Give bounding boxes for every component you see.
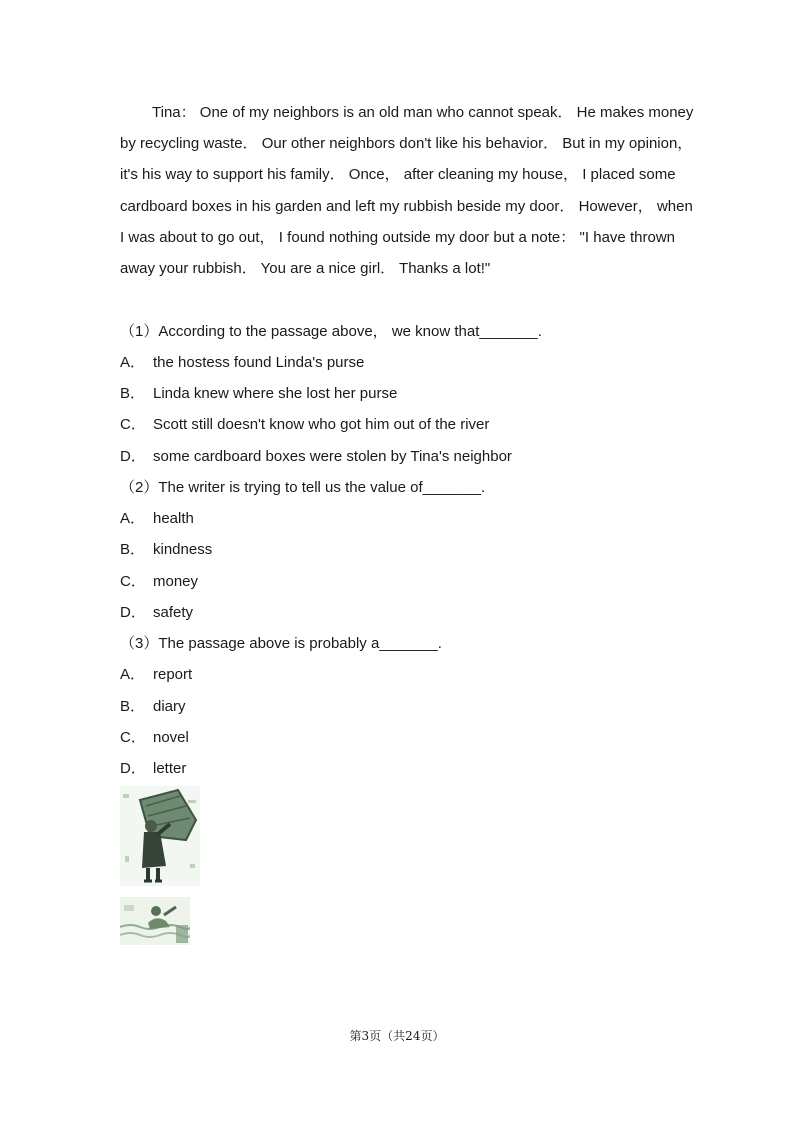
option-text: Linda knew where she lost her purse	[153, 385, 398, 402]
option-letter: A．	[120, 354, 146, 371]
option-text: some cardboard boxes were stolen by Tina's neighbor	[153, 448, 512, 465]
option-text: Scott still doesn't know who got him out of the river	[153, 416, 490, 433]
option-b	[120, 384, 397, 404]
option-text: kindness	[153, 541, 213, 558]
option-c	[120, 572, 198, 592]
option-letter: B．	[120, 385, 146, 402]
option-letter: D．	[120, 760, 146, 777]
option-d	[120, 759, 186, 779]
option-a	[120, 353, 364, 373]
option-c	[120, 415, 489, 435]
option-text: money	[153, 573, 199, 590]
river-rescue-illustration	[120, 897, 190, 945]
question-stem: （3）The passage above is probably a_______.	[120, 635, 442, 652]
option-text: novel	[153, 729, 189, 746]
option-text: diary	[153, 698, 186, 715]
option-text: health	[153, 510, 194, 527]
option-b	[120, 540, 212, 560]
option-a	[120, 665, 192, 685]
option-letter: D．	[120, 448, 146, 465]
option-d	[120, 603, 193, 623]
option-letter: C．	[120, 573, 146, 590]
page-number: 第3页（共24页）	[349, 1029, 445, 1043]
option-letter: A．	[120, 666, 146, 683]
option-letter: D．	[120, 604, 146, 621]
passage-line: away your rubbish． You are a nice girl． Thanks a lot!"	[120, 260, 491, 277]
passage-line: it's his way to support his family． Once， after cleaning my house， I placed some	[120, 166, 676, 183]
option-a	[120, 509, 194, 529]
option-d	[120, 447, 512, 467]
option-text: letter	[153, 760, 187, 777]
option-letter: C．	[120, 416, 146, 433]
option-c	[120, 728, 189, 748]
option-b	[120, 697, 186, 717]
option-text: report	[153, 666, 193, 683]
option-letter: C．	[120, 729, 146, 746]
passage-line: I was about to go out， I found nothing outside my door but a note： "I have thrown	[120, 229, 675, 246]
option-letter: B．	[120, 698, 146, 715]
passage-line: by recycling waste． Our other neighbors don't like his behavior． But in my opinion，	[120, 135, 693, 152]
option-letter: B．	[120, 541, 146, 558]
option-text: safety	[153, 604, 194, 621]
question-stem: （2）The writer is trying to tell us the value of_______.	[120, 479, 486, 496]
old-man-carrying-bundle-illustration	[120, 786, 200, 886]
passage-line: Tina： One of my neighbors is an old man who cannot speak． He makes money	[152, 104, 694, 121]
option-letter: A．	[120, 510, 146, 527]
passage-line: cardboard boxes in his garden and left my rubbish beside my door． However， when	[120, 198, 693, 215]
question-stem: （1）According to the passage above， we know that_______.	[120, 323, 542, 340]
option-text: the hostess found Linda's purse	[153, 354, 365, 371]
